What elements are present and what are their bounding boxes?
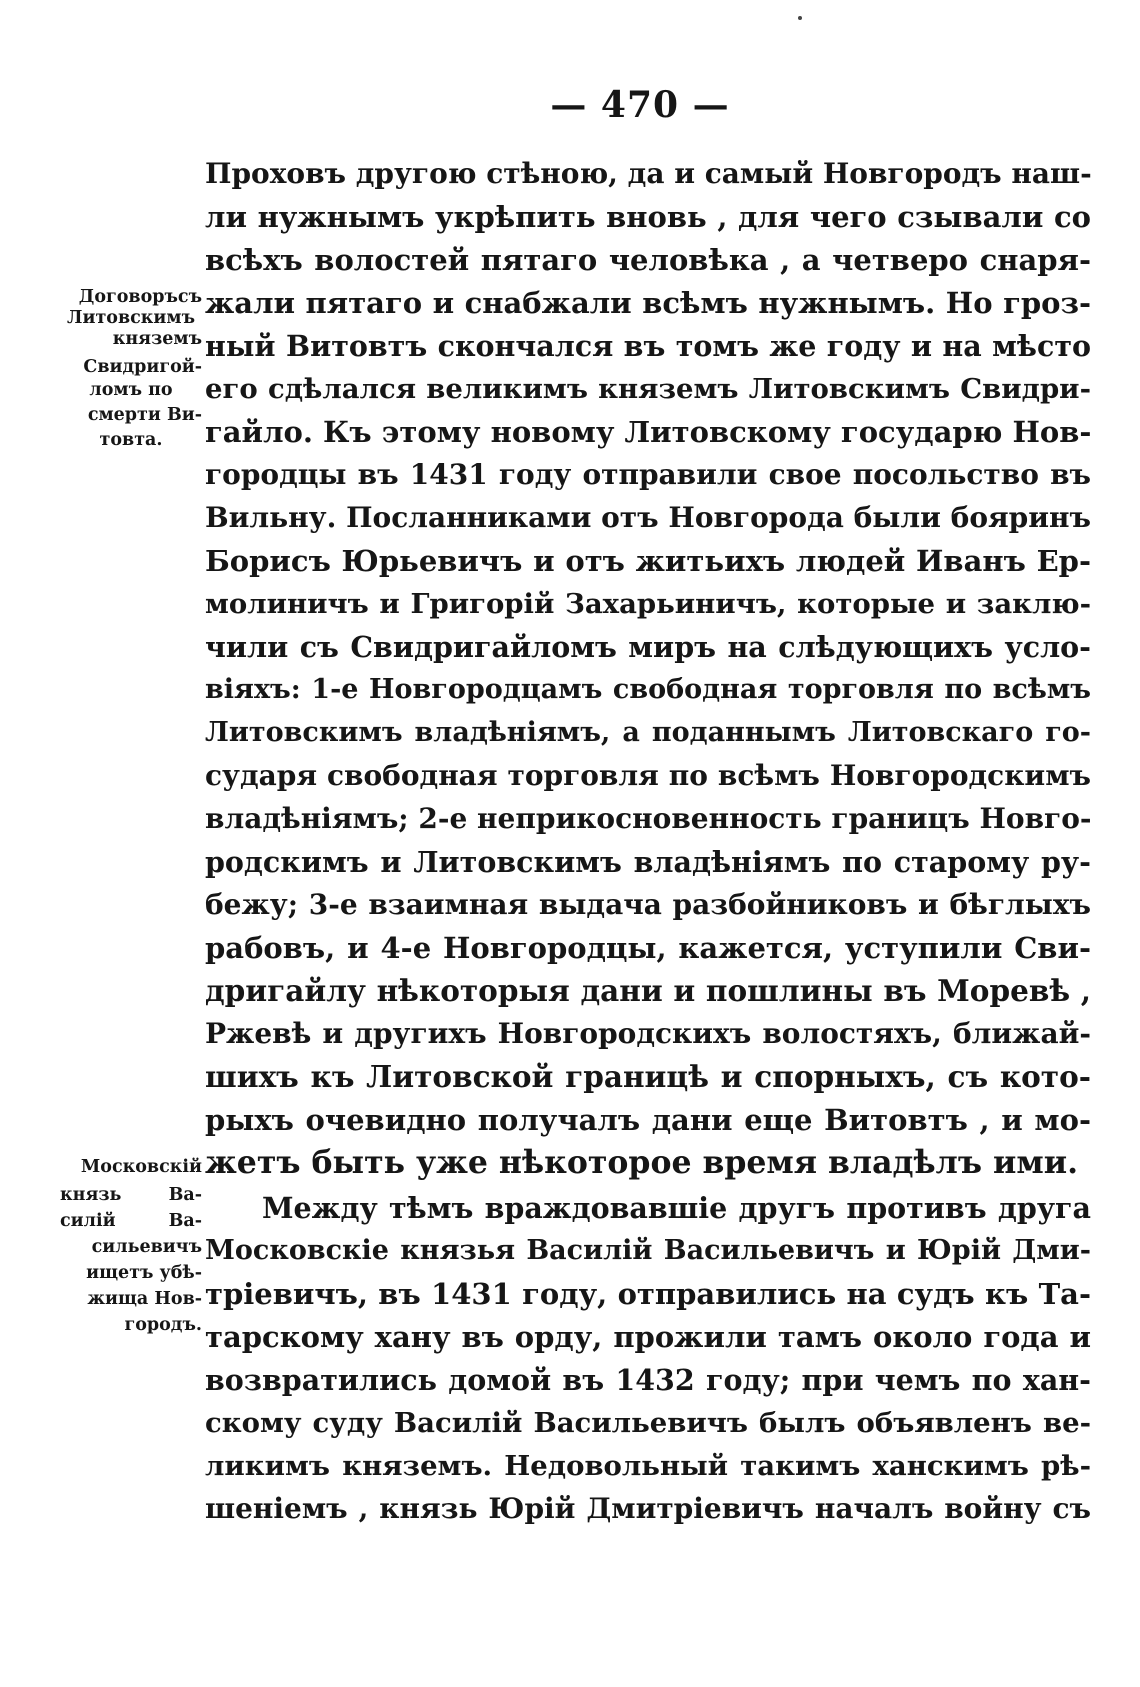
text-line: ли нужнымъ укрѣпить вновь , для чего сзывали со: [205, 200, 1091, 234]
text-line: шихъ къ Литовской границѣ и спорныхъ, съ кото-: [205, 1059, 1091, 1094]
text-line: жали пятаго и снабжали всѣмъ нужнымъ. Но гроз-: [205, 286, 1091, 320]
margin-note-line: Литовскимъ: [66, 308, 196, 328]
text-line: родскимъ и Литовскимъ владѣніямъ по старому ру-: [205, 845, 1091, 879]
text-line: Проховъ другою стѣною, да и самый Новгородъ наш-: [205, 157, 1092, 190]
text-line: ный Витовтъ скончался въ томъ же году и на мѣсто: [205, 329, 1091, 363]
text-line: тарскому хану въ орду, прожили тамъ около года и: [205, 1320, 1091, 1354]
text-line: жетъ быть уже нѣкоторое время владѣлъ ими.: [205, 1144, 1079, 1181]
margin-note-line: ищетъ убѣ-: [86, 1263, 202, 1283]
margin-note-line: князь Ва-: [60, 1185, 202, 1205]
text-line: всѣхъ волостей пятаго человѣка , а четверо снаря-: [205, 243, 1091, 277]
text-line: Ржевѣ и другихъ Новгородскихъ волостяхъ, ближай-: [205, 1017, 1091, 1050]
margin-note-line: княземъ: [112, 329, 202, 349]
text-line: Литовскимъ владѣніямъ, а поданнымъ Литовскаго го-: [205, 717, 1091, 748]
margin-note-line: товта.: [99, 430, 163, 450]
ink-speck: [798, 16, 802, 20]
margin-note-line: жища Нов-: [87, 1289, 202, 1309]
text-line: городцы въ 1431 году отправили свое посольство въ: [205, 458, 1091, 491]
text-line: віяхъ: 1-е Новгородцамъ свободная торговля по всѣмъ: [205, 674, 1091, 705]
text-line: Вильну. Посланниками отъ Новгорода были бояринъ: [205, 501, 1091, 534]
text-line: рыхъ очевидно получалъ дани еще Витовтъ , и мо-: [205, 1103, 1091, 1137]
text-line: молиничъ и Григорій Захарьиничъ, которые и заклю-: [205, 588, 1091, 620]
margin-note-line: сильевичъ: [91, 1237, 202, 1257]
text-line: рабовъ, и 4-е Новгородцы, кажется, уступили Сви-: [205, 931, 1091, 965]
text-line: Борисъ Юрьевичъ и отъ житьихъ людей Иванъ Ер-: [205, 544, 1091, 578]
margin-note-line: городъ.: [124, 1315, 202, 1335]
text-line: скому суду Василій Васильевичъ былъ объявленъ ве-: [205, 1407, 1091, 1439]
text-line: чили съ Свидригайломъ миръ на слѣдующихъ усло-: [205, 630, 1091, 664]
text-line: тріевичъ, въ 1431 году, отправились на судъ къ Та-: [205, 1277, 1091, 1311]
margin-note-line: смерти Ви-: [87, 405, 202, 425]
margin-note-line: Свидригой-: [83, 357, 202, 377]
text-line: шеніемъ , князь Юрій Дмитріевичъ началъ войну съ: [205, 1492, 1091, 1525]
text-line: сударя свободная торговля по всѣмъ Новгородскимъ: [205, 759, 1091, 792]
text-line: его сдѣлался великимъ княземъ Литовскимъ Свидри-: [205, 373, 1091, 405]
margin-note-line: Московскій: [80, 1157, 202, 1177]
text-line: бежу; 3-е взаимная выдача разбойниковъ и бѣглыхъ: [205, 888, 1091, 921]
text-line: владѣніямъ; 2-е неприкосновенность границъ Новго-: [205, 802, 1092, 835]
margin-note-line: силій Ва-: [60, 1211, 202, 1231]
text-line: Московскіе князья Василій Васильевичъ и Юрій Дми-: [205, 1235, 1091, 1266]
text-line: Между тѣмъ враждовавшіе другъ противъ друга: [262, 1191, 1091, 1225]
margin-note-line: Договоръсъ: [78, 287, 202, 307]
page-number: — 470 —: [550, 84, 730, 126]
text-line: возвратились домой въ 1432 году; при чемъ по хан-: [205, 1363, 1091, 1397]
text-line: дригайлу нѣкоторыя дани и пошлины въ Моревѣ ,: [205, 973, 1091, 1008]
margin-note-line: ломъ по: [89, 380, 173, 400]
text-line: ликимъ княземъ. Недовольный такимъ ханскимъ рѣ-: [205, 1450, 1091, 1482]
text-line: гайло. Къ этому новому Литовскому государю Нов-: [205, 415, 1092, 449]
